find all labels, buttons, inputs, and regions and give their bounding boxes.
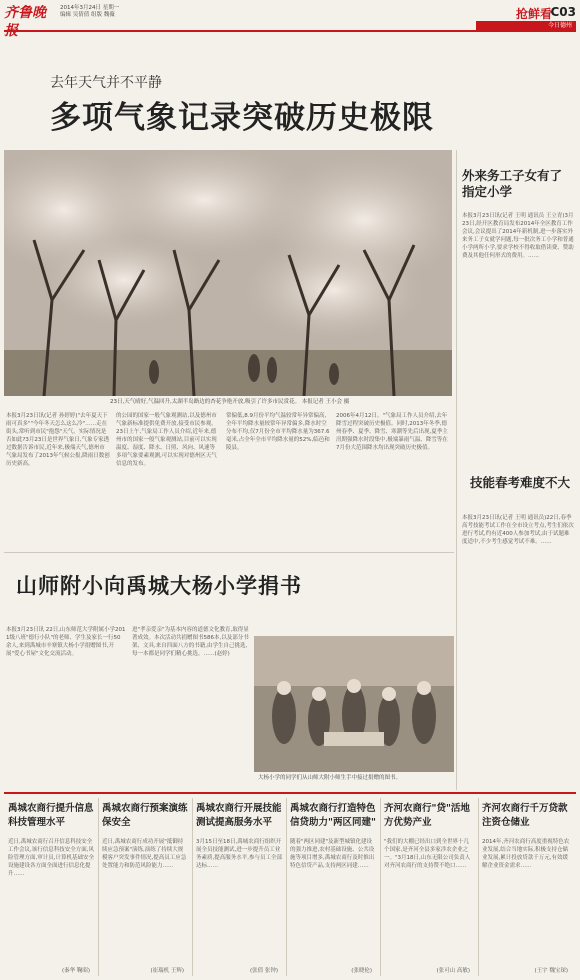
bottom-item-5 <box>384 802 474 978</box>
bottom-item-6-title: 齐河农商行千万贷款注资仓储业 <box>482 803 568 828</box>
blossom-trees-illustration <box>4 150 452 396</box>
lead-photo-caption: 23日,天气晴好,气温回升,太湖半岛路边的杏花争艳开放,吸引了许多市民赏花。 本报记者 王小会 摄 <box>110 399 350 405</box>
bottom-item-2 <box>102 802 188 978</box>
bottom-divider-4 <box>380 798 381 976</box>
newspaper-logo: 齐鲁晚报 <box>4 5 46 39</box>
second-col-2: 进"孝亲爱亲"为基本内容的道德文化教育,取得显著成效。本次活动共捐赠图书586本,以及部分书架、文具,来自四面八方的书籍,由学生自己挑选,每一本都是同学们精心挑选。……(赵婷) <box>132 627 249 657</box>
bottom-item-1-text: 近日,禹城农商行召开信息科技安全工作会议,该行信息科技安全方面,风险管理方面,审计员,计算机基础安全设施建设各方面全面进行信息化提升…… <box>8 839 94 877</box>
sidebar-story2-title: 技能春考难度不大 <box>470 475 571 490</box>
section-divider <box>4 552 454 553</box>
bottom-item-5-text: "我们的大棚已经出口到全世界十几个国家,是齐河全县多家涉农企业之一。"3月18日,山东无限公司负责人对齐河农商行的支持赞不绝口…… <box>384 839 471 869</box>
lead-col-4: 2006年4月12日。"气象局工作人员介绍,去年降雪过程突破历史极值。同时,2013年冬季,德州春季、夏季、降雪、寒潮等先后出现,夏季主汛期强降水时段集中,极端暴雨气温、降雪等在7月份大范围降水均出现突破历史极值。 <box>336 413 448 451</box>
lead-col-1: 本报3月23日讯(记者 孙婷婷)"去年夏天下雨可真多""今年冬天怎么这么冷"……走在街头,常听到市民"抱怨"天气。实际情况是否如此?3月23日是世界气象日,气象专家透过数据告诉市民,近年来,极端天气,德州市气象局发布了2013年气候公报,降雨日数创历史新高。 <box>6 413 110 467</box>
section-header <box>456 3 576 33</box>
lead-photo <box>4 150 452 396</box>
sidebar-story1-text: 本报3月23日讯(记者 王明 通讯员 王立青)3月23日,经开区教育局发布2014年全区教育工作会议,会议提出了2014年新机制,进一步落实外来务工子女就学问题,每一批次务工小学和普通小学两所小学,要求学校不得收取借读费、赞助费及其他任何形式的费用。…… <box>462 213 574 259</box>
bottom-item-2-text: 近日,禹城农商行成功开展"抵御持续应急预案"演练,演练了持续大规模客户突发事件情况,提高员工应急处置能力和防范风险能力…… <box>102 839 187 869</box>
header-meta <box>60 5 119 19</box>
lead-col-3: 常偏低,8.9月份平均气温较常年异常偏高,全年平均降水量较常年异常偏多,降水时空分布不均,仅7月份全市平均降水量为367.6毫米,占全年全市平均降水量的52%,临邑和陵县。 <box>226 413 330 451</box>
bottom-news-strip <box>4 792 576 980</box>
lead-col-2: 的公园的国家一般气象观测站,以及德州市气象新标准提供免费开放,接受市民参观。23日上午,气象局工作人员介绍,近年来,德州市的国家一般气象观测站,目前可以实现温度、湿度、降水、日照、风向、风速等多项气象要素观测,可以实现对德州区天气信息的发布。 <box>116 413 217 467</box>
bottom-item-3-text: 3月15日至18日,禹城农商行组织开展全员技能测试,进一步提升员工业务素质,提高服务水平,参与员工全部达标…… <box>196 839 282 869</box>
bottom-item-4 <box>290 802 376 978</box>
lead-kicker: 去年天气并不平静 <box>50 75 162 91</box>
bottom-item-2-title: 禹城农商行预案演练保安全 <box>102 803 188 828</box>
bottom-item-4-byline: (张晓伦) <box>351 968 372 974</box>
students-photo-illustration <box>254 636 454 772</box>
bottom-item-6 <box>482 802 572 978</box>
bottom-item-5-byline: (张可山 高敏) <box>436 968 470 974</box>
bottom-item-2-byline: (崔瑞机 王辉) <box>150 968 184 974</box>
bottom-item-1-title: 禹城农商行提升信息科技管理水平 <box>8 803 94 828</box>
second-col-1: 本报3月23日讯 22日,山东师范大学附属小学2011级八班"德行小队"的老师、学生及家长一行50余人,来到禹城市辛寨镇大杨小学捐赠图书,开展"爱心书屋"文化交流活动。 <box>6 627 126 657</box>
bottom-item-6-byline: (王宇 魏宝琛) <box>534 968 568 974</box>
bottom-divider-5 <box>478 798 479 976</box>
bottom-item-1 <box>8 802 94 978</box>
header-rule <box>4 30 576 32</box>
second-headline: 山师附小向禹城大杨小学捐书 <box>16 574 302 598</box>
bottom-item-3 <box>196 802 282 978</box>
sidebar-story2-text: 本报3月23日讯(记者 王明 通讯员)22日,春季高考技能考试工作在全市设立考点,考生们依次进行考试,约有近400人参加考试,由于试题难度适中,不少考生感觉考试不难。…… <box>462 515 574 545</box>
lead-headline: 多项气象记录突破历史极限 <box>50 100 434 136</box>
second-photo-caption: 大杨小学的同学们从山师大附小师生手中接过捐赠的图书。 <box>258 775 402 781</box>
bottom-item-3-byline: (张倩 张钟) <box>249 968 278 974</box>
sidebar-divider <box>456 150 457 790</box>
second-photo <box>254 636 454 772</box>
bottom-divider-1 <box>98 798 99 976</box>
bottom-divider-3 <box>286 798 287 976</box>
region-bar: 今日德州 <box>476 21 576 31</box>
bottom-item-3-title: 禹城农商行开展技能测试提高服务水平 <box>196 803 282 828</box>
sidebar-story1-title: 外来务工子女有了指定小学 <box>462 168 563 199</box>
section-title: 抢鲜看 <box>515 7 552 21</box>
bottom-divider-2 <box>192 798 193 976</box>
page-number: C03 <box>550 5 576 19</box>
bottom-item-6-text: 2014年,齐河农商行高度重视特色农业发展,结合当地实际,积极支持仓储业发展,累计投放贷款千万元,有效缓解企业资金需求…… <box>482 839 570 869</box>
editors-line: 编辑 吴倩倩 组版 魏薇 <box>60 12 115 18</box>
bottom-item-1-byline: (秦华 鞠昭) <box>61 968 90 974</box>
bottom-item-4-title: 禹城农商行打造特色信贷助力"两区同建" <box>290 803 376 828</box>
date-line: 2014年3月24日 星期一 <box>60 5 120 11</box>
bottom-item-4-text: 随着"两区同建"及新型城镇化建设的强力推进,农村基础设施、公共设施等项目增多,禹城农商行及时推出特色信贷产品,支持两区同建…… <box>290 839 375 869</box>
bottom-item-5-title: 齐河农商行"贷"活地方优势产业 <box>384 803 470 828</box>
